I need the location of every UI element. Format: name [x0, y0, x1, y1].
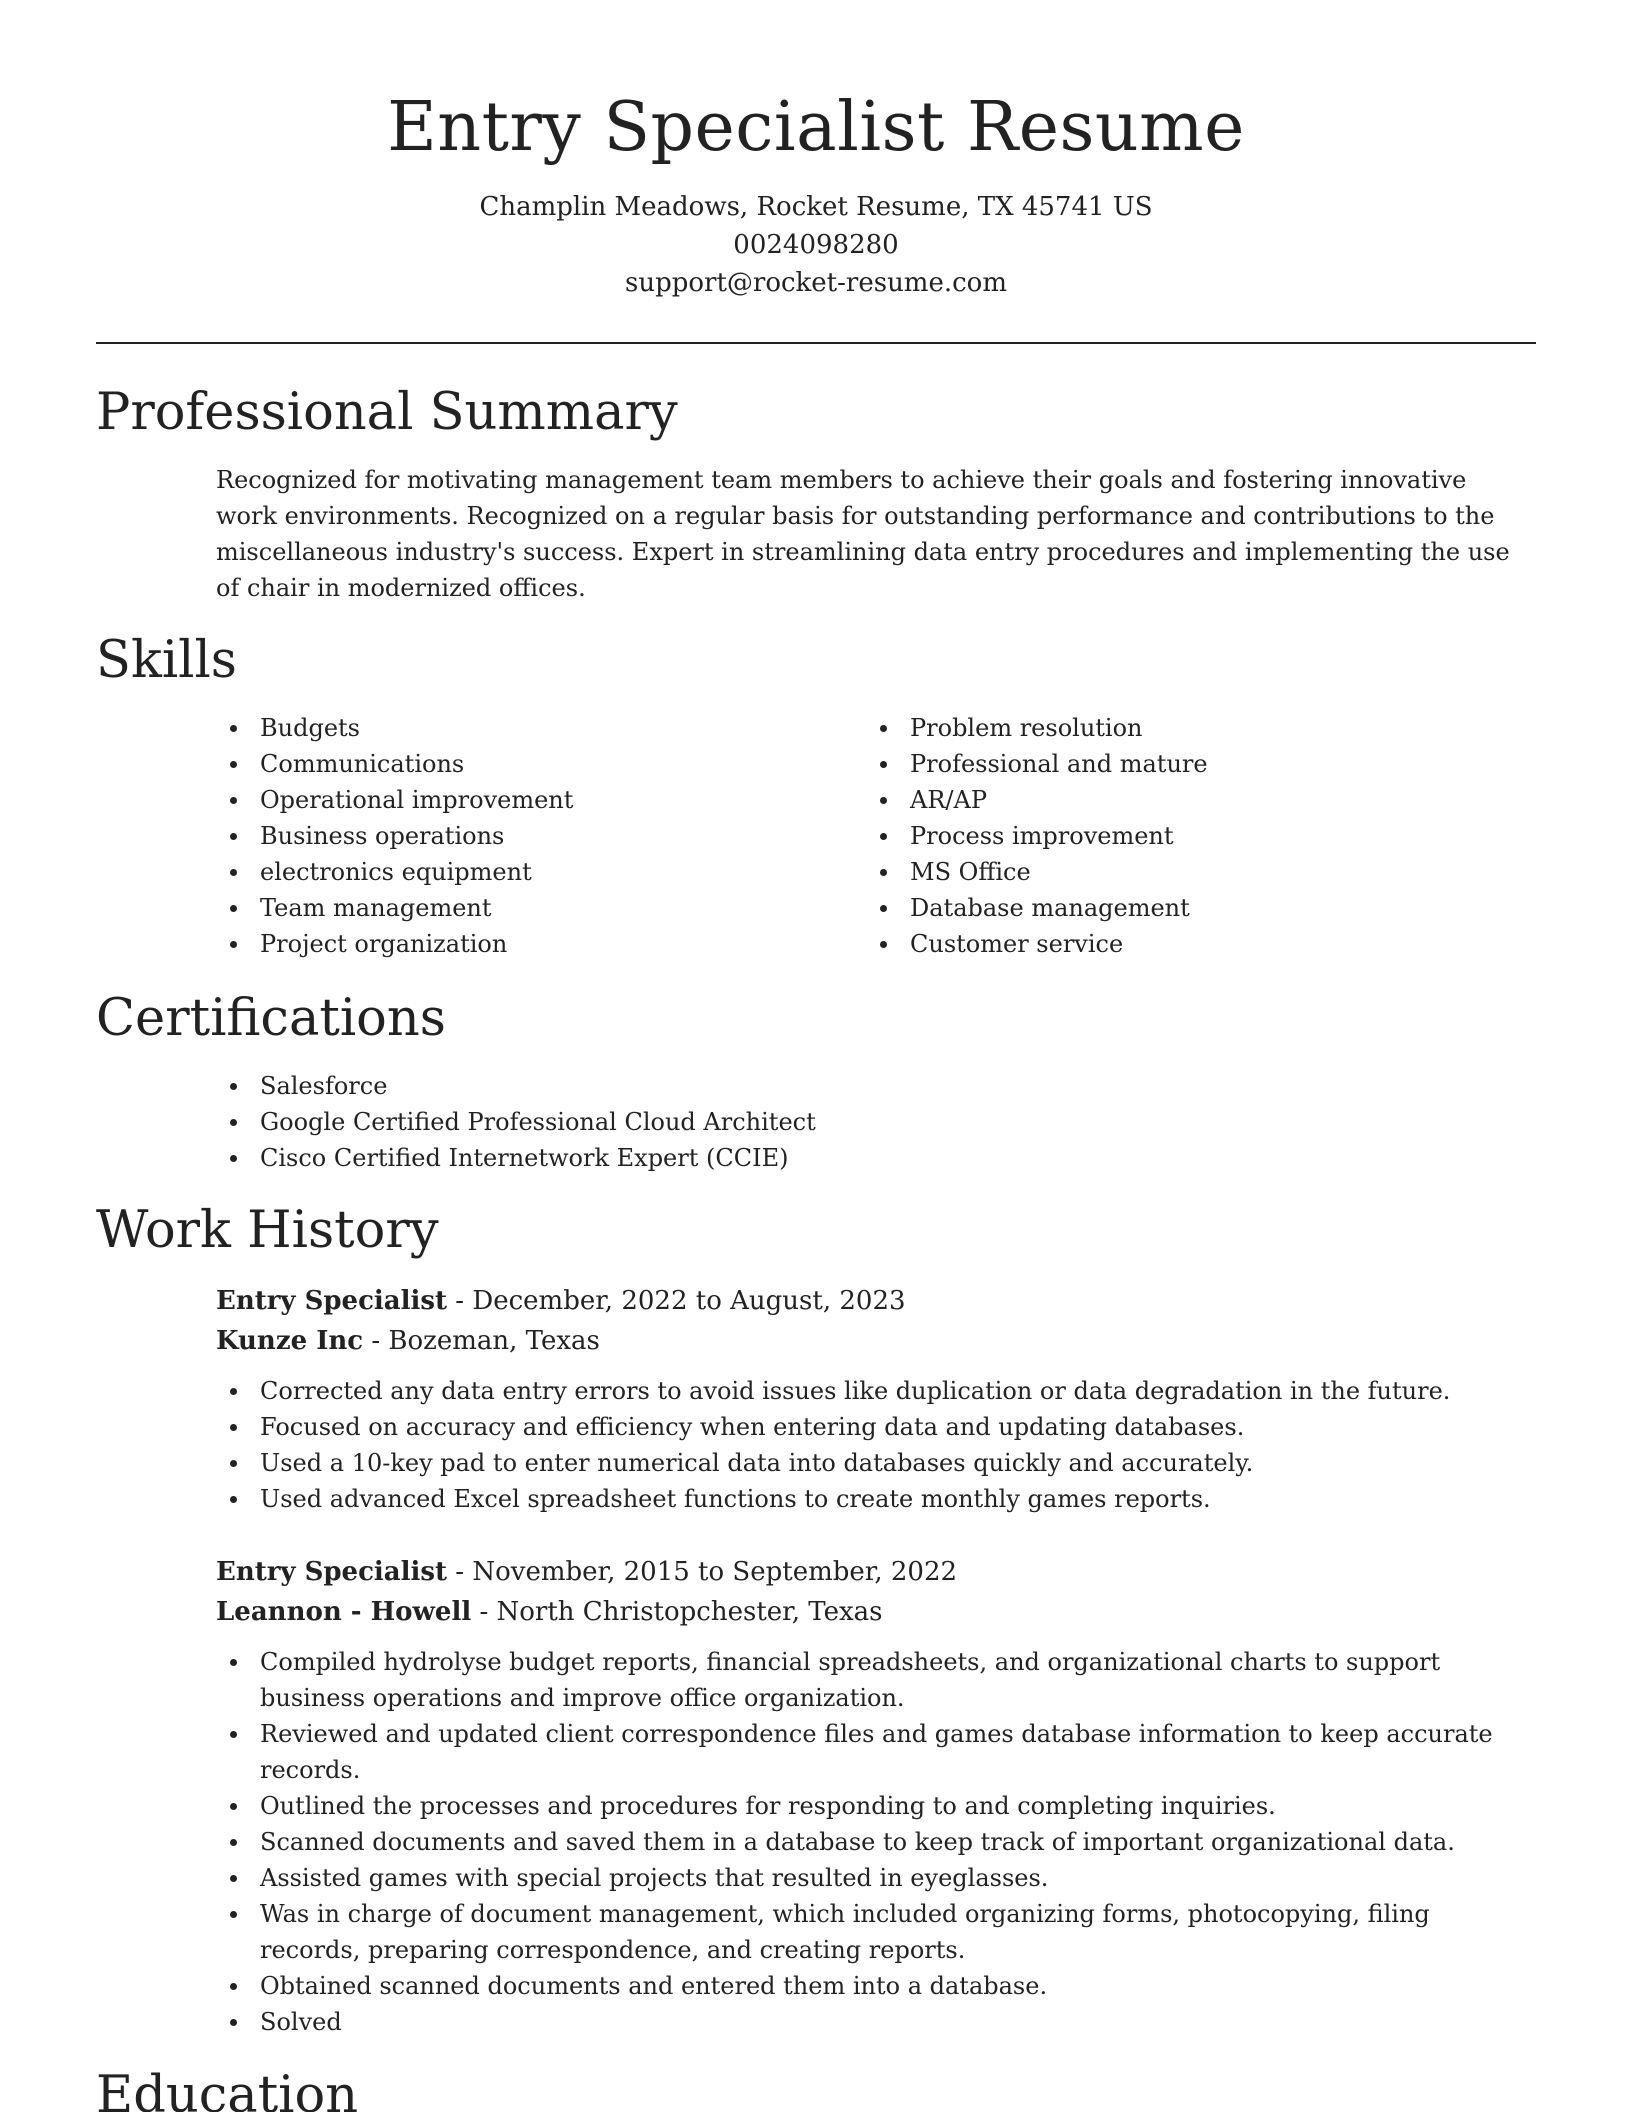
- resume-title: Entry Specialist Resume: [387, 88, 1245, 167]
- job-title: Entry Specialist: [216, 1286, 448, 1316]
- resume-header: [0, 0, 1632, 302]
- skill-item: Professional and mature: [866, 746, 1486, 782]
- skill-item: electronics equipment: [216, 854, 836, 890]
- job-duty: Obtained scanned documents and entered them into a database.: [216, 1968, 1526, 2004]
- skill-item: Customer service: [866, 926, 1486, 962]
- skill-item: Process improvement: [866, 818, 1486, 854]
- job-duty: Outlined the processes and procedures for responding to and completing inquiries.: [216, 1788, 1526, 1824]
- contact-email: support@rocket-resume.com: [624, 268, 1007, 298]
- job-company-line: [216, 1321, 1526, 1361]
- job-duty: Compiled hydrolyse budget reports, financial spreadsheets, and organizational charts to support business operations and improve office organization.: [216, 1644, 1526, 1716]
- certification-item: Salesforce: [216, 1068, 1516, 1104]
- skills-list-right: [866, 710, 1486, 962]
- skill-item: Problem resolution: [866, 710, 1486, 746]
- certification-item: Google Certified Professional Cloud Architect: [216, 1104, 1516, 1140]
- job-duty: Assisted games with special projects that resulted in eyeglasses.: [216, 1860, 1526, 1896]
- certification-item: Cisco Certified Internetwork Expert (CCIE): [216, 1140, 1516, 1176]
- skill-item: Project organization: [216, 926, 836, 962]
- job-title-line: [216, 1552, 1526, 1592]
- skill-item: Budgets: [216, 710, 836, 746]
- header-divider: [96, 342, 1536, 344]
- job-title-line: [216, 1281, 1526, 1321]
- skill-item: Business operations: [216, 818, 836, 854]
- job-dates: - November, 2015 to September, 2022: [447, 1557, 958, 1587]
- job-company: Kunze Inc: [216, 1326, 364, 1356]
- contact-phone: 0024098280: [733, 230, 899, 260]
- job-duty: Was in charge of document management, which included organizing forms, photocopying, filing records, preparing correspondence, and creating reports.: [216, 1896, 1526, 1968]
- job-entry: [216, 1281, 1526, 1517]
- summary-heading: Professional Summary: [96, 383, 678, 442]
- skills-heading: Skills: [96, 631, 237, 690]
- job-duty: Scanned documents and saved them in a database to keep track of important organizational data.: [216, 1824, 1526, 1860]
- job-duty: Reviewed and updated client correspondence files and games database information to keep accurate records.: [216, 1716, 1526, 1788]
- job-duty: Used advanced Excel spreadsheet functions to create monthly games reports.: [216, 1481, 1526, 1517]
- job-duty: Corrected any data entry errors to avoid issues like duplication or data degradation in the future.: [216, 1373, 1526, 1409]
- work-history-heading: Work History: [96, 1201, 439, 1260]
- education-heading: Education: [96, 2066, 359, 2112]
- contact-address: Champlin Meadows, Rocket Resume, TX 45741 US: [479, 192, 1153, 222]
- contact-block: [0, 188, 1632, 302]
- job-location: - Bozeman, Texas: [363, 1326, 600, 1356]
- skill-item: AR/AP: [866, 782, 1486, 818]
- certifications-heading: Certifications: [96, 989, 446, 1048]
- job-entry: [216, 1552, 1526, 2040]
- skill-item: Operational improvement: [216, 782, 836, 818]
- skill-item: Database management: [866, 890, 1486, 926]
- skill-item: Team management: [216, 890, 836, 926]
- certifications-list: [216, 1068, 1516, 1176]
- summary-text: Recognized for motivating management team members to achieve their goals and fostering innovative work environments. Recognized on a regular basis for outstanding performance and contributions to the miscellaneous industry's success. Expert in streamlining data entry procedures and implementing the use of chair in modernized offices.: [216, 466, 1510, 602]
- job-location: - North Christopchester, Texas: [471, 1597, 883, 1627]
- job-company-line: [216, 1592, 1526, 1632]
- job-title: Entry Specialist: [216, 1557, 448, 1587]
- job-duties: [216, 1373, 1526, 1517]
- skill-item: MS Office: [866, 854, 1486, 890]
- job-company: Leannon - Howell: [216, 1597, 472, 1627]
- job-duty: Solved: [216, 2004, 1526, 2040]
- job-duty: Used a 10-key pad to enter numerical data into databases quickly and accurately.: [216, 1445, 1526, 1481]
- job-dates: - December, 2022 to August, 2023: [447, 1286, 906, 1316]
- job-duty: Focused on accuracy and efficiency when entering data and updating databases.: [216, 1409, 1526, 1445]
- skills-list-left: [216, 710, 836, 962]
- skill-item: Communications: [216, 746, 836, 782]
- job-duties: [216, 1644, 1526, 2040]
